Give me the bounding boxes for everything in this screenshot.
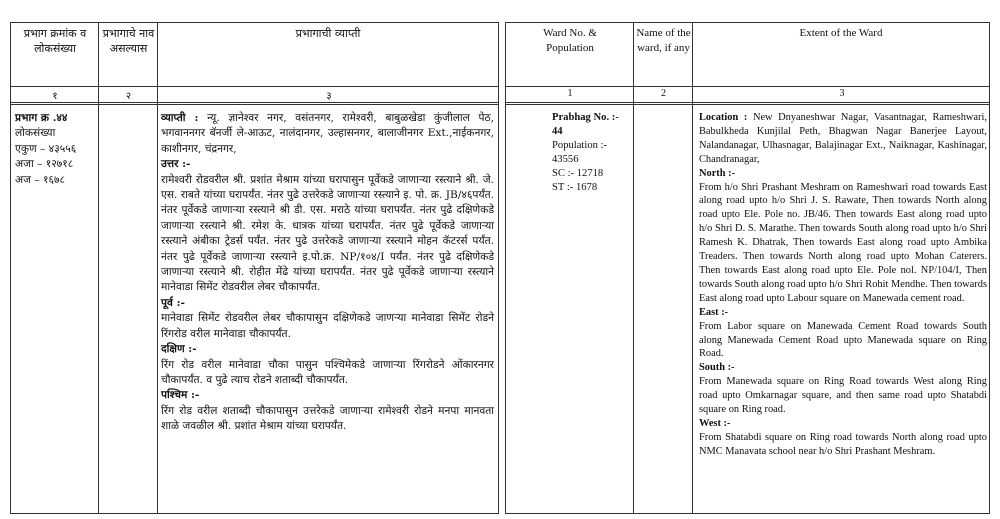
mr-pop-st: अज – १६७८ xyxy=(15,173,66,186)
mr-north-text: रामेश्वरी रोडवरील श्री. प्रशांत मेश्राम यांच्या घरापासुन पूर्वेकडे जाणाऱ्या रस्त्याने श्री. जे. एस. राबते यांच्या घरापर्यंत. नंतर पुढे उत्तरेकडे जाणाऱ्या रस्त्याने इ. पो. क्र. JB/४६पर्यंत. नंतर पूर्वेकडे जाणाऱ्या रस्त्याने श्री डी. एस. मराठे यांच्या घरापर्यंत. नंतर पुढे दक्षिणेकडे जाणाऱ्या रस्त्याने श्री. रमेश के. धात्रक यांच्या घरापर्यंत. नंतर पुढे पूर्वेकडे जाणाऱ्या रस्त्याने अंबीका ट्रेडर्स पर्यंत. नंतर पुढे उत्तरेकडे जाणाऱ्या रस्त्याने मोहन कॅटरर्स पर्यंत. नंतर पुढे पूर्वेकडे जाणाऱ्या रस्त्याने इ.पो.क्र. NP/१०४/I पर्यंत. नंतर पुढे दक्षिणेकडे जाणाऱ्या रस्त्याने श्री. रोहीत मेंढे यांच्या घरापर्यंत. नंतर पुढे पूर्वेकडे जाणाऱ्या रस्त्याने मानेवाडा सिमेंट रोडवरील लेबर चौकापर्यंत. xyxy=(161,173,494,294)
en-east-label: East :- xyxy=(699,306,729,318)
en-number-rule xyxy=(506,102,989,105)
mr-location xyxy=(161,111,494,157)
en-north-text: From h/o Shri Prashant Meshram on Rameshwari road towards East along road upto h/o Shri J. S. Rawate, Then towards North along road upto Ele. Pole no. JB/46. Then towards East along road upto h/o Shri D. S. Marathe. Then towards South along road upto h/o Shri Ramesh K. Dhatrak, Then towards East along road upto Ambika Treaders. Then towards North along road upto Mohan Caterers. Then towards East along road upto Ele. Pole nol. NP/104/I, Then towards South along road upto h/o Shri Rohit Mendhe. Then towards East along road upto Labour square on Manewada cement road. xyxy=(699,181,987,304)
mr-west-label: पश्चिम :- xyxy=(161,389,200,402)
en-sc: SC :- 12718 xyxy=(552,168,604,179)
mr-north-label: उत्तर :- xyxy=(161,158,191,171)
en-st: ST :- 1678 xyxy=(552,182,598,193)
mr-colnum-3: ३ xyxy=(326,91,332,102)
en-colnum-3: 3 xyxy=(839,88,845,99)
en-west-text: From Shatabdi square on Ring road towards North along road upto NMC Manavata school near h/o Shri Prashant Meshram. xyxy=(699,431,987,457)
mr-west-text: रिंग रोड वरील शताब्दी चौकापासुन उत्तरेकडे जाणाऱ्या रामेश्वरी रोडने मनपा मानवता शाळे जवळील श्री. प्रशांत मेश्राम यांच्या घरापर्यंत. xyxy=(161,404,494,433)
en-header-extent: Extent of the Ward xyxy=(799,27,883,39)
en-population: 43556 xyxy=(552,154,579,165)
mr-colnum-2: २ xyxy=(125,91,132,102)
mr-location-text: न्यू. ज्ञानेश्वर नगर, वसंतनगर, रामेश्वरी, बाबुळखेडा कुंजीलाल पेठ, भगवाननगर बॅनर्जी ले-आऊट, नालंदानगर, उल्हासनगर, बालाजीनगर Ext.,नाईकनगर, काशीनगर, चंद्रनगर, xyxy=(161,112,495,155)
en-south-label: South :- xyxy=(699,362,735,374)
en-east-text: From Labor square on Manewada Cement Road towards South along Manewada Cement Road upto Manewada square on Ring Road. xyxy=(699,320,987,360)
en-prabhag: Prabhag No. :- 44 xyxy=(552,112,619,137)
mr-ward-info xyxy=(15,111,97,188)
en-location-text: New Dnyaneshwar Nagar, Vasantnagar, Rameshwari, Babulkheda Kunjilal Peth, Bhagwan Nagar Banerjee Layout, Nalandanagar, Ulhasnagar, Balajinagar Ext., Naiknagar, Kashinagar, Chandranagar, xyxy=(699,112,987,165)
mr-south-label: दक्षिण :- xyxy=(161,343,197,356)
mr-number-rule xyxy=(11,102,498,105)
mr-extent xyxy=(161,111,494,435)
en-west-label: West :- xyxy=(699,417,731,429)
en-header-ward-no: Ward No. & Population xyxy=(543,27,597,54)
ward-delimitation-sheet xyxy=(10,22,990,514)
mr-location-label: व्याप्ती : xyxy=(161,112,199,124)
mr-header-ward-name: प्रभागाचे नाव असल्यास xyxy=(102,27,155,55)
en-ward-info xyxy=(552,111,632,195)
en-extent xyxy=(699,111,987,459)
mr-east-label: पूर्व :- xyxy=(161,296,185,309)
mr-header-rule xyxy=(11,86,498,87)
en-north-label: North :- xyxy=(699,167,736,179)
en-header-ward-name: Name of the ward, if any xyxy=(636,27,691,54)
mr-ward-title: प्रभाग क्र .४४ xyxy=(15,112,68,124)
en-location-label: Location : xyxy=(699,112,748,123)
marathi-table xyxy=(10,22,499,514)
en-location xyxy=(699,111,987,167)
mr-south-text: रिंग रोड वरील मानेवाडा चौका पासुन पश्चिमेकडे जाणाऱ्या रिंगरोडने ओंकारनगर चौकापर्यंत. व पुढे त्याच रोडने शताब्दी चौकापर्यंत. xyxy=(161,358,494,386)
mr-pop-label: लोकसंख्या xyxy=(15,127,56,140)
en-header-rule xyxy=(506,86,989,87)
mr-header-ward-no: प्रभाग क्रमांक व लोकसंख्या xyxy=(23,27,87,55)
mr-east-text: मानेवाडा सिमेंट रोडवरील लेबर चौकापासुन दक्षिणेकडे जाणऱ्या मानेवाडा सिमेंट रोडने रिंगरोड वरील मानेवाडा चौकापर्यंत. xyxy=(161,312,494,340)
mr-pop-sc: अजा – १२७१८ xyxy=(15,158,74,171)
english-table xyxy=(505,22,990,514)
mr-colnum-1: १ xyxy=(52,91,58,102)
mr-header-extent: प्रभागाची व्याप्ती xyxy=(295,27,361,40)
en-colnum-2: 2 xyxy=(661,88,666,99)
en-population-label: Population :- xyxy=(552,140,608,151)
mr-pop-total: एकुण – ४३५५६ xyxy=(15,142,77,155)
en-colnum-1: 1 xyxy=(567,88,573,99)
en-south-text: From Manewada square on Ring Road towards West along Ring road upto Omkarnagar square, and then same road upto Shatabdi square on Ring road. xyxy=(699,376,987,416)
